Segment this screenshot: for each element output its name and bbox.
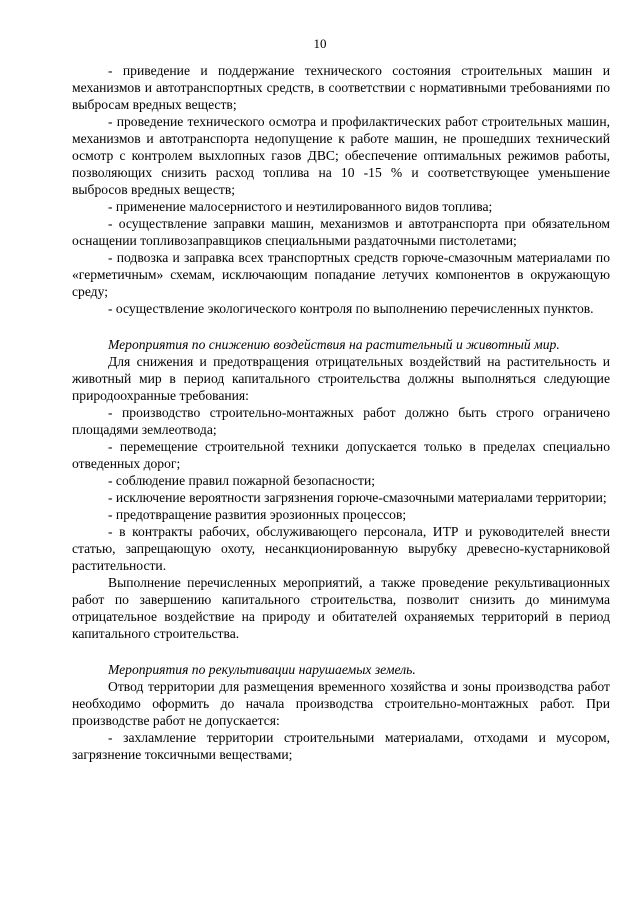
list-item: - производство строительно-монтажных работ должно быть строго ограничено площадями землеотвода; <box>72 405 610 437</box>
list-item: - приведение и поддержание технического состояния строительных машин и механизмов и автотранспортных средств, в соответствии с нормативными требованиями по выбросам вредных веществ; <box>72 63 610 112</box>
section-intro: Для снижения и предотвращения отрицательных воздействий на растительность и животный мир в период капитального строительства должны выполняться следующие природоохранные требования: <box>72 354 610 403</box>
section-conclusion: Выполнение перечисленных мероприятий, а также проведение рекультивационных работ по завершению капитального строительства, позволит снизить до минимума отрицательное воздействие на природу и обитателей охраняемых территорий в период капитального строительства. <box>72 575 610 641</box>
section-heading-recultivation: Мероприятия по рекультивации нарушаемых земель. <box>108 662 416 677</box>
list-item: - исключение вероятности загрязнения горюче-смазочными материалами территории; <box>108 490 607 505</box>
list-item: - проведение технического осмотра и профилактических работ строительных машин, механизмов и автотранспорта недопущение к работе машин, не прошедших технический осмотр с контролем выхлопных газов ДВС; обеспечение оптимальных режимов работы, позволяющих снизить расход топлива на 10 -15 % и соответствующее уменьшение выбросов вредных веществ; <box>72 114 610 197</box>
list-item: - подвозка и заправка всех транспортных средств горюче-смазочным материалами по «герметичным» схемам, исключающим попадание летучих компонентов в окружающую среду; <box>72 250 610 299</box>
list-item: - применение малосернистого и неэтилированного видов топлива; <box>108 199 493 214</box>
list-item: - соблюдение правил пожарной безопасности; <box>108 473 375 488</box>
section-heading-flora-fauna: Мероприятия по снижению воздействия на растительный и животный мир. <box>108 337 560 352</box>
list-item: - предотвращение развития эрозионных процессов; <box>108 507 407 522</box>
list-item: - перемещение строительной техники допускается только в пределах специально отведенных дорог; <box>72 439 610 471</box>
document-body <box>72 62 610 763</box>
list-item: - в контракты рабочих, обслуживающего персонала, ИТР и руководителей внести статью, запрещающую охоту, несанкционированную вырубку древесно-кустарниковой растительности. <box>72 524 610 573</box>
list-item: - осуществление заправки машин, механизмов и автотранспорта при обязательном оснащении топливозаправщиков специальными раздаточными пистолетами; <box>72 216 610 248</box>
list-item: - осуществление экологического контроля по выполнению перечисленных пунктов. <box>108 301 594 316</box>
list-item: - захламление территории строительными материалами, отходами и мусором, загрязнение токсичными веществами; <box>72 730 610 762</box>
section-intro: Отвод территории для размещения временного хозяйства и зоны производства работ необходимо оформить до начала производства строительно-монтажных работ. При производстве работ не допускается: <box>72 679 610 728</box>
page-number: 10 <box>313 36 327 51</box>
